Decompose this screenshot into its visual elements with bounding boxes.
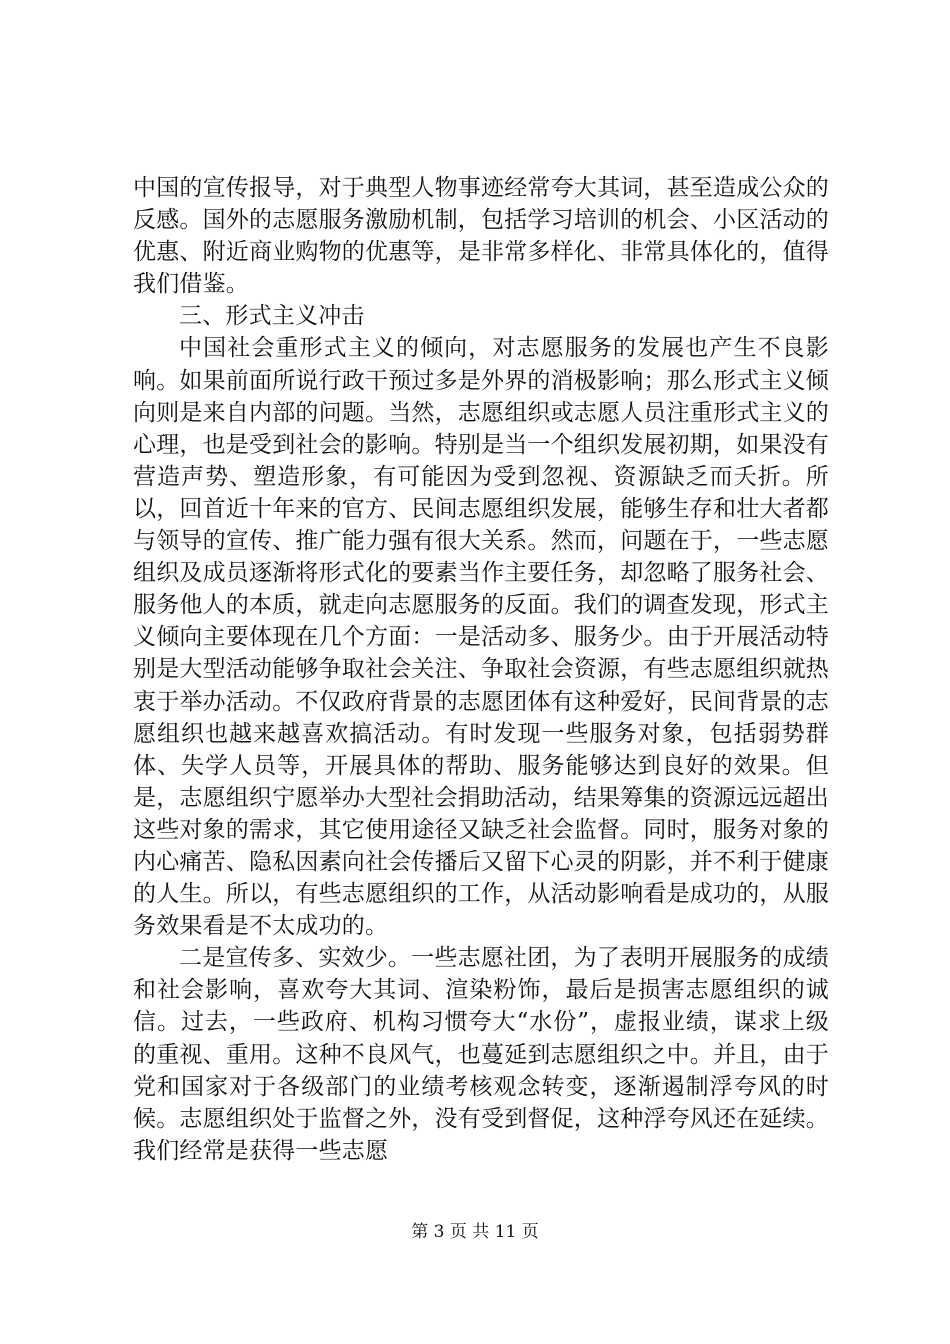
section-heading: 三、形式主义冲击	[179, 303, 365, 330]
paragraph-formalism: 中国社会重形式主义的倾向，对志愿服务的发展也产生不良影响。如果前面所说行政干预过多是外界的消极影响；那么形式主义倾向则是来自内部的问题。当然，志愿组织或志愿人员注重形式主义的心理，也是受到社会的影响。特别是当一个组织发展初期，如果没有营造声势、塑造形象，有可能因为受到忽视、资源缺乏而夭折。所以，回首近十年来的官方、民间志愿组织发展，能够生存和壮大者都与领导的宣传、推广能力强有很大关系。然而，问题在于，一些志愿组织及成员逐渐将形式化的要素当作主要任务，却忽略了服务社会、服务他人的本质，就走向志愿服务的反面。我们的调查发现，形式主义倾向主要体现在几个方面：一是活动多、服务少。由于开展活动特别是大型活动能够争取社会关注、争取社会资源，有些志愿组织就热衷于举办活动。不仅政府背景的志愿团体有这种爱好，民间背景的志愿组织也越来越喜欢搞活动。有时发现一些服务对象，包括弱势群体、失学人员等，开展具体的帮助、服务能够达到良好的效果。但是，志愿组织宁愿举办大型社会捐助活动，结果筹集的资源远远超出这些对象的需求，其它使用途径又缺乏社会监督。同时，服务对象的内心痛苦、隐私因素向社会传播后又留下心灵的阴影，并不利于健康的人生。所以，有些志愿组织的工作，从活动影响看是成功的，从服务效果看是不太成功的。	[133, 335, 829, 940]
paragraph-continuation: 中国的宣传报导，对于典型人物事迹经常夸大其词，甚至造成公众的反感。国外的志愿服务激励机制，包括学习培训的机会、小区活动的优惠、附近商业购物的优惠等，是非常多样化、非常具体化的，值得我们借鉴。	[133, 175, 829, 298]
page-number-footer: 第 3 页 共 11 页	[411, 1222, 539, 1242]
document-body	[133, 172, 829, 1167]
paragraph-publicity: 二是宣传多、实效少。一些志愿社团，为了表明开展服务的成绩和社会影响，喜欢夸大其词、渲染粉饰，最后是损害志愿组织的诚信。过去，一些政府、机构习惯夸大“水份”，虚报业绩，谋求上级的重视、重用。这种不良风气，也蔓延到志愿组织之中。并且，由于党和国家对于各级部门的业绩考核观念转变，逐渐遏制浮夸风的时候。志愿组织处于监督之外，没有受到督促，这种浮夸风还在延续。我们经常是获得一些志愿	[133, 945, 829, 1164]
